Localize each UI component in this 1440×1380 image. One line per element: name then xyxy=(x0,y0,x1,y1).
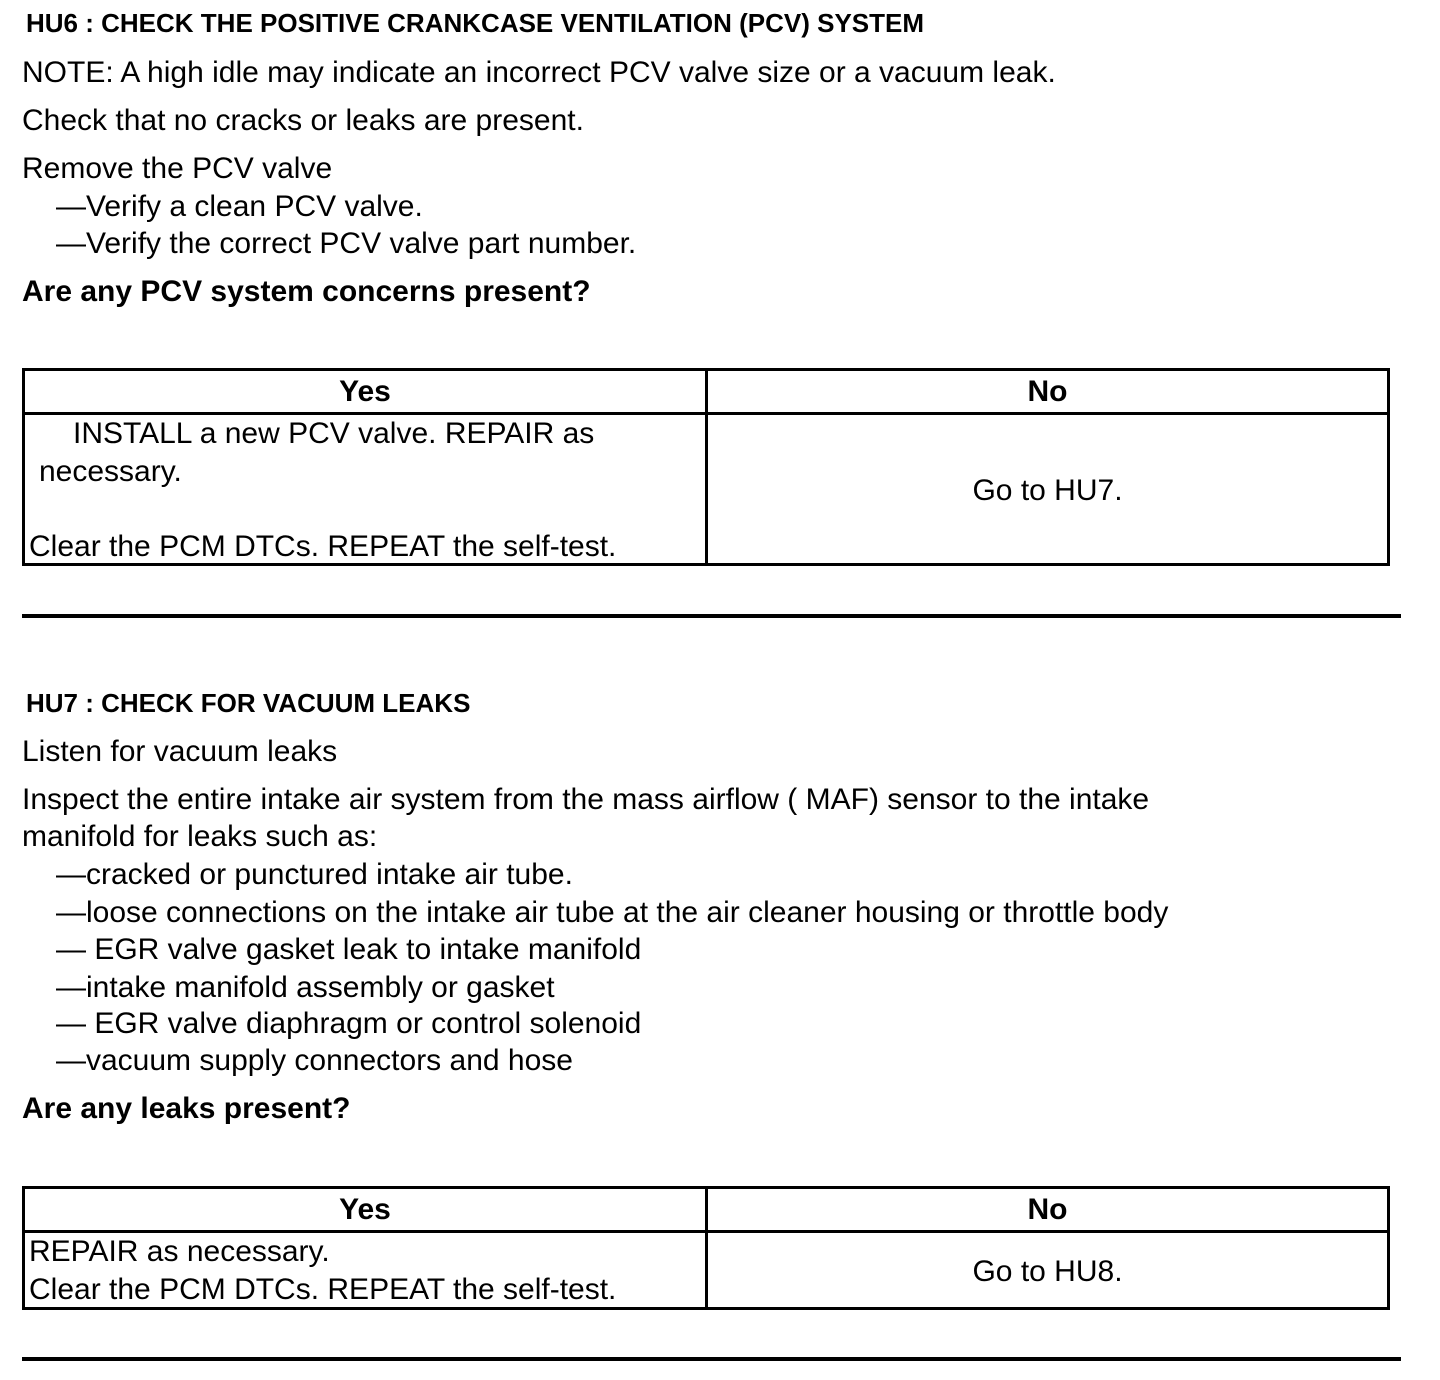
hu6-heading: HU6 : CHECK THE POSITIVE CRANKCASE VENTILATION (PCV) SYSTEM xyxy=(26,8,925,38)
yes-cell-text: necessary. xyxy=(39,455,182,488)
hu7-question: Are any leaks present? xyxy=(22,1092,351,1125)
yes-cell-text: Clear the PCM DTCs. REPEAT the self-test. xyxy=(29,1273,617,1306)
hu7-bullet: —intake manifold assembly or gasket xyxy=(56,971,555,1004)
no-cell-text: Go to HU8. xyxy=(972,1255,1123,1288)
section-divider xyxy=(22,1357,1401,1361)
hu7-bullet: — EGR valve diaphragm or control solenoid xyxy=(56,1007,642,1040)
hu6-bullet: —Verify the correct PCV valve part number. xyxy=(56,227,637,260)
hu7-bullet: —loose connections on the intake air tube at the air cleaner housing or throttle body xyxy=(56,896,1169,929)
hu7-bullet: —cracked or punctured intake air tube. xyxy=(56,858,573,891)
yes-cell-text: Clear the PCM DTCs. REPEAT the self-test. xyxy=(29,530,617,563)
hu6-decision-table xyxy=(22,368,1390,566)
hu7-heading: HU7 : CHECK FOR VACUUM LEAKS xyxy=(26,688,471,718)
yes-header: Yes xyxy=(339,375,391,408)
hu7-bullet: — EGR valve gasket leak to intake manifold xyxy=(56,933,642,966)
hu7-decision-table xyxy=(22,1186,1390,1310)
hu6-question: Are any PCV system concerns present? xyxy=(22,275,591,308)
yes-header: Yes xyxy=(339,1193,391,1226)
no-header: No xyxy=(1027,375,1068,408)
hu6-note: NOTE: A high idle may indicate an incorrect PCV valve size or a vacuum leak. xyxy=(22,56,1056,89)
hu7-bullet: —vacuum supply connectors and hose xyxy=(56,1044,573,1077)
no-header: No xyxy=(1027,1193,1068,1226)
hu6-remove-text: Remove the PCV valve xyxy=(22,152,333,185)
hu7-inspect-text: manifold for leaks such as: xyxy=(22,820,378,853)
no-cell-text: Go to HU7. xyxy=(972,474,1123,507)
section-divider xyxy=(22,614,1401,618)
hu6-check-text: Check that no cracks or leaks are present. xyxy=(22,104,584,137)
hu6-bullet: —Verify a clean PCV valve. xyxy=(56,190,423,223)
yes-cell-text: REPAIR as necessary. xyxy=(29,1235,330,1268)
yes-cell-text: INSTALL a new PCV valve. REPAIR as xyxy=(73,417,595,450)
hu7-listen-text: Listen for vacuum leaks xyxy=(22,735,338,768)
hu7-inspect-text: Inspect the entire intake air system from the mass airflow ( MAF) sensor to the intake xyxy=(22,783,1150,816)
